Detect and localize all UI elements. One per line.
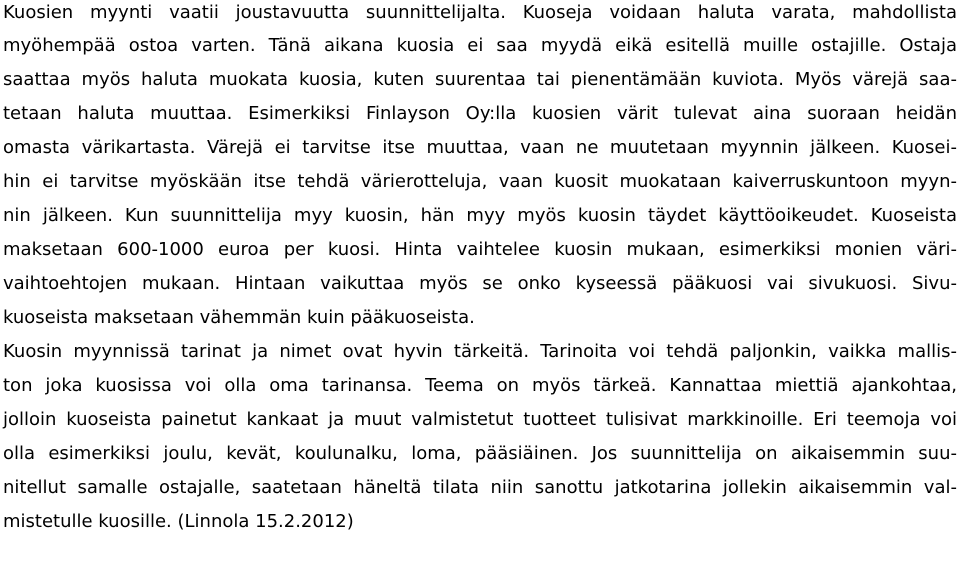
paragraph-1-line-10: kuoseista maksetaan vähemmän kuin pääkuoseista. xyxy=(3,307,475,328)
paragraph-1-line-8: maksetaan 600-1000 euroa per kuosi. Hinta vaihtelee kuosin mukaan, esimerkiksi monien väri- xyxy=(3,239,957,260)
paragraph-2-line-1: Kuosin myynnissä tarinat ja nimet ovat hyvin tärkeitä. Tarinoita voi tehdä paljonkin, vaikka mallis- xyxy=(3,341,957,362)
paragraph-1-line-4: tetaan haluta muuttaa. Esimerkiksi Finlayson Oy:lla kuosien värit tulevat aina suoraan heidän xyxy=(3,103,957,124)
paragraph-1-line-2: myöhempää ostoa varten. Tänä aikana kuosia ei saa myydä eikä esitellä muille ostajille. Ostaja xyxy=(3,35,957,56)
paragraph-1-line-3: saattaa myös haluta muokata kuosia, kuten suurentaa tai pienentämään kuviota. Myös värejä saa- xyxy=(3,69,957,90)
paragraph-1-line-5: omasta värikartasta. Värejä ei tarvitse itse muuttaa, vaan ne muutetaan myynnin jälkeen. Kuosei- xyxy=(3,137,957,158)
paragraph-1-line-6: hin ei tarvitse myöskään itse tehdä värierotteluja, vaan kuosit muokataan kaiverruskuntoon myyn- xyxy=(3,171,957,192)
paragraph-1-line-9: vaihtoehtojen mukaan. Hintaan vaikuttaa myös se onko kyseessä pääkuosi vai sivukuosi. Sivu- xyxy=(3,273,957,294)
paragraph-1-line-1: Kuosien myynti vaatii joustavuutta suunnittelijalta. Kuoseja voidaan haluta varata, mahdollista xyxy=(3,2,957,23)
paragraph-1-line-7: nin jälkeen. Kun suunnittelija myy kuosin, hän myy myös kuosin täydet käyttöoikeudet. Kuoseista xyxy=(3,205,957,226)
paragraph-2-line-5: nitellut samalle ostajalle, saatetaan häneltä tilata niin sanottu jatkotarina jollekin aikaisemmin val- xyxy=(3,477,957,498)
paragraph-2-line-3: jolloin kuoseista painetut kankaat ja muut valmistetut tuotteet tulisivat markkinoille. Eri teemoja voi xyxy=(3,409,957,430)
paragraph-2-line-6: mistetulle kuosille. (Linnola 15.2.2012) xyxy=(3,511,354,532)
paragraph-2-line-4: olla esimerkiksi joulu, kevät, koulunalku, loma, pääsiäinen. Jos suunnittelija on aikaisemmin suu- xyxy=(3,443,957,464)
paragraph-2-line-2: ton joka kuosissa voi olla oma tarinansa. Teema on myös tärkeä. Kannattaa miettiä ajankohtaa, xyxy=(3,375,957,396)
